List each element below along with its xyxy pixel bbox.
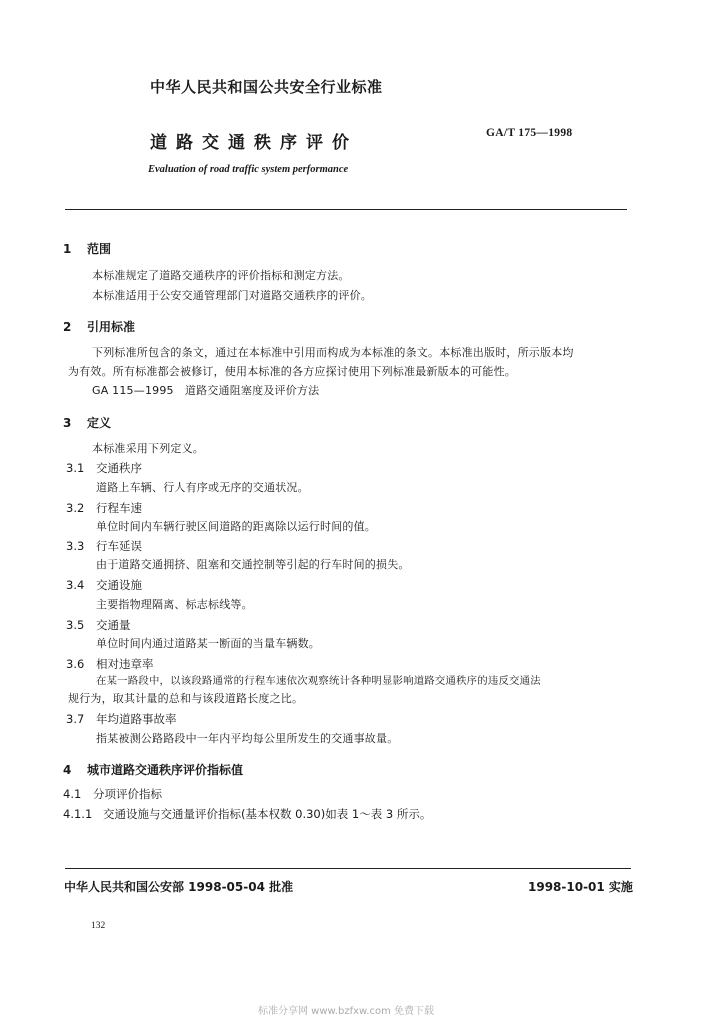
definition-3-2-text: 单位时间内车辆行驶区间道路的距离除以运行时间的值。: [96, 520, 376, 533]
org-title: 中华人民共和国公共安全行业标准: [150, 78, 383, 96]
definition-3-3-heading: [66, 538, 142, 554]
effective-date: 1998-10-01 实施: [528, 880, 633, 894]
definition-3-1-heading: [66, 460, 142, 476]
section-title: 城市道路交通秩序评价指标值: [87, 763, 244, 777]
standard-number: GA/T 175—1998: [486, 127, 573, 139]
section-2-reference: GA 115—1995 道路交通阻塞度及评价方法: [92, 384, 320, 397]
definition-3-4-text: 主要指物理隔离、标志标线等。: [96, 598, 253, 611]
subsection-title: 分项评价指标: [93, 787, 162, 801]
definition-3-1-text: 道路上车辆、行人有序或无序的交通状况。: [96, 481, 309, 494]
definition-3-6-text-cont: 规行为，取其计量的总和与该段道路长度之比。: [68, 692, 304, 705]
definition-term: 年均道路事故率: [96, 712, 177, 726]
doc-title: 道路交通秩序评价: [150, 133, 358, 153]
section-2-heading: [63, 318, 135, 335]
definition-number: 3.4: [66, 578, 85, 592]
definition-term: 相对违章率: [96, 657, 154, 671]
definition-term: 交通量: [96, 618, 131, 632]
section-title: 范围: [87, 242, 112, 256]
definition-number: 3.2: [66, 501, 85, 515]
subsection-number: 4.1.1: [63, 807, 93, 821]
definition-3-5-text: 单位时间内通过道路某一断面的当量车辆数。: [96, 637, 320, 650]
definition-3-2-heading: [66, 500, 142, 516]
section-1-heading: [63, 240, 111, 257]
header-divider: [65, 209, 627, 210]
definition-3-6-heading: [66, 656, 154, 672]
subsection-number: 4.1: [63, 787, 82, 801]
page-number: 132: [91, 921, 106, 931]
definition-number: 3.1: [66, 461, 85, 475]
section-3-intro: 本标准采用下列定义。: [92, 442, 204, 455]
definition-term: 行车延误: [96, 539, 142, 553]
section-number: 2: [63, 320, 72, 334]
definition-3-7-heading: [66, 711, 177, 727]
section-4-heading: [63, 761, 243, 778]
definition-number: 3.5: [66, 618, 85, 632]
definition-3-7-text: 指某被测公路路段中一年内平均每公里所发生的交通事故量。: [96, 732, 399, 745]
subsection-4-1-heading: [63, 786, 162, 802]
definition-number: 3.3: [66, 539, 85, 553]
definition-3-5-heading: [66, 617, 131, 633]
definition-number: 3.6: [66, 657, 85, 671]
subsection-4-1-1: [63, 806, 431, 822]
section-number: 1: [63, 242, 72, 256]
section-3-heading: [63, 414, 111, 431]
definition-term: 交通秩序: [96, 461, 142, 475]
section-title: 定义: [87, 416, 112, 430]
section-1-para-1: 本标准规定了道路交通秩序的评价指标和测定方法。: [92, 269, 350, 282]
footer-divider: [65, 868, 631, 869]
english-title: Evaluation of road traffic system performance: [148, 164, 349, 175]
definition-term: 交通设施: [96, 578, 142, 592]
subsection-text: 交通设施与交通量评价指标(基本权数 0.30)如表 1～表 3 所示。: [103, 807, 432, 821]
section-number: 4: [63, 763, 72, 777]
section-2-para-1b: 为有效。所有标准都会被修订，使用本标准的各方应探讨使用下列标准最新版本的可能性。: [68, 365, 516, 378]
definition-3-3-text: 由于道路交通拥挤、阻塞和交通控制等引起的行车时间的损失。: [96, 558, 410, 571]
definition-number: 3.7: [66, 712, 85, 726]
section-2-para-1a: 下列标准所包含的条文，通过在本标准中引用而构成为本标准的条文。本标准出版时，所示版本均: [92, 346, 574, 359]
approval-line: 中华人民共和国公安部 1998-05-04 批准: [64, 880, 294, 894]
section-1-para-2: 本标准适用于公安交通管理部门对道路交通秩序的评价。: [92, 289, 372, 302]
section-title: 引用标准: [87, 320, 136, 334]
definition-term: 行程车速: [96, 501, 142, 515]
section-number: 3: [63, 416, 72, 430]
watermark-text: 标准分享网 www.bzfxw.com 免费下载: [258, 1006, 434, 1017]
definition-3-6-text: 在某一路段中，以该段路通常的行程车速依次观察统计各种明显影响道路交通秩序的违反交通法: [96, 675, 541, 687]
definition-3-4-heading: [66, 577, 142, 593]
